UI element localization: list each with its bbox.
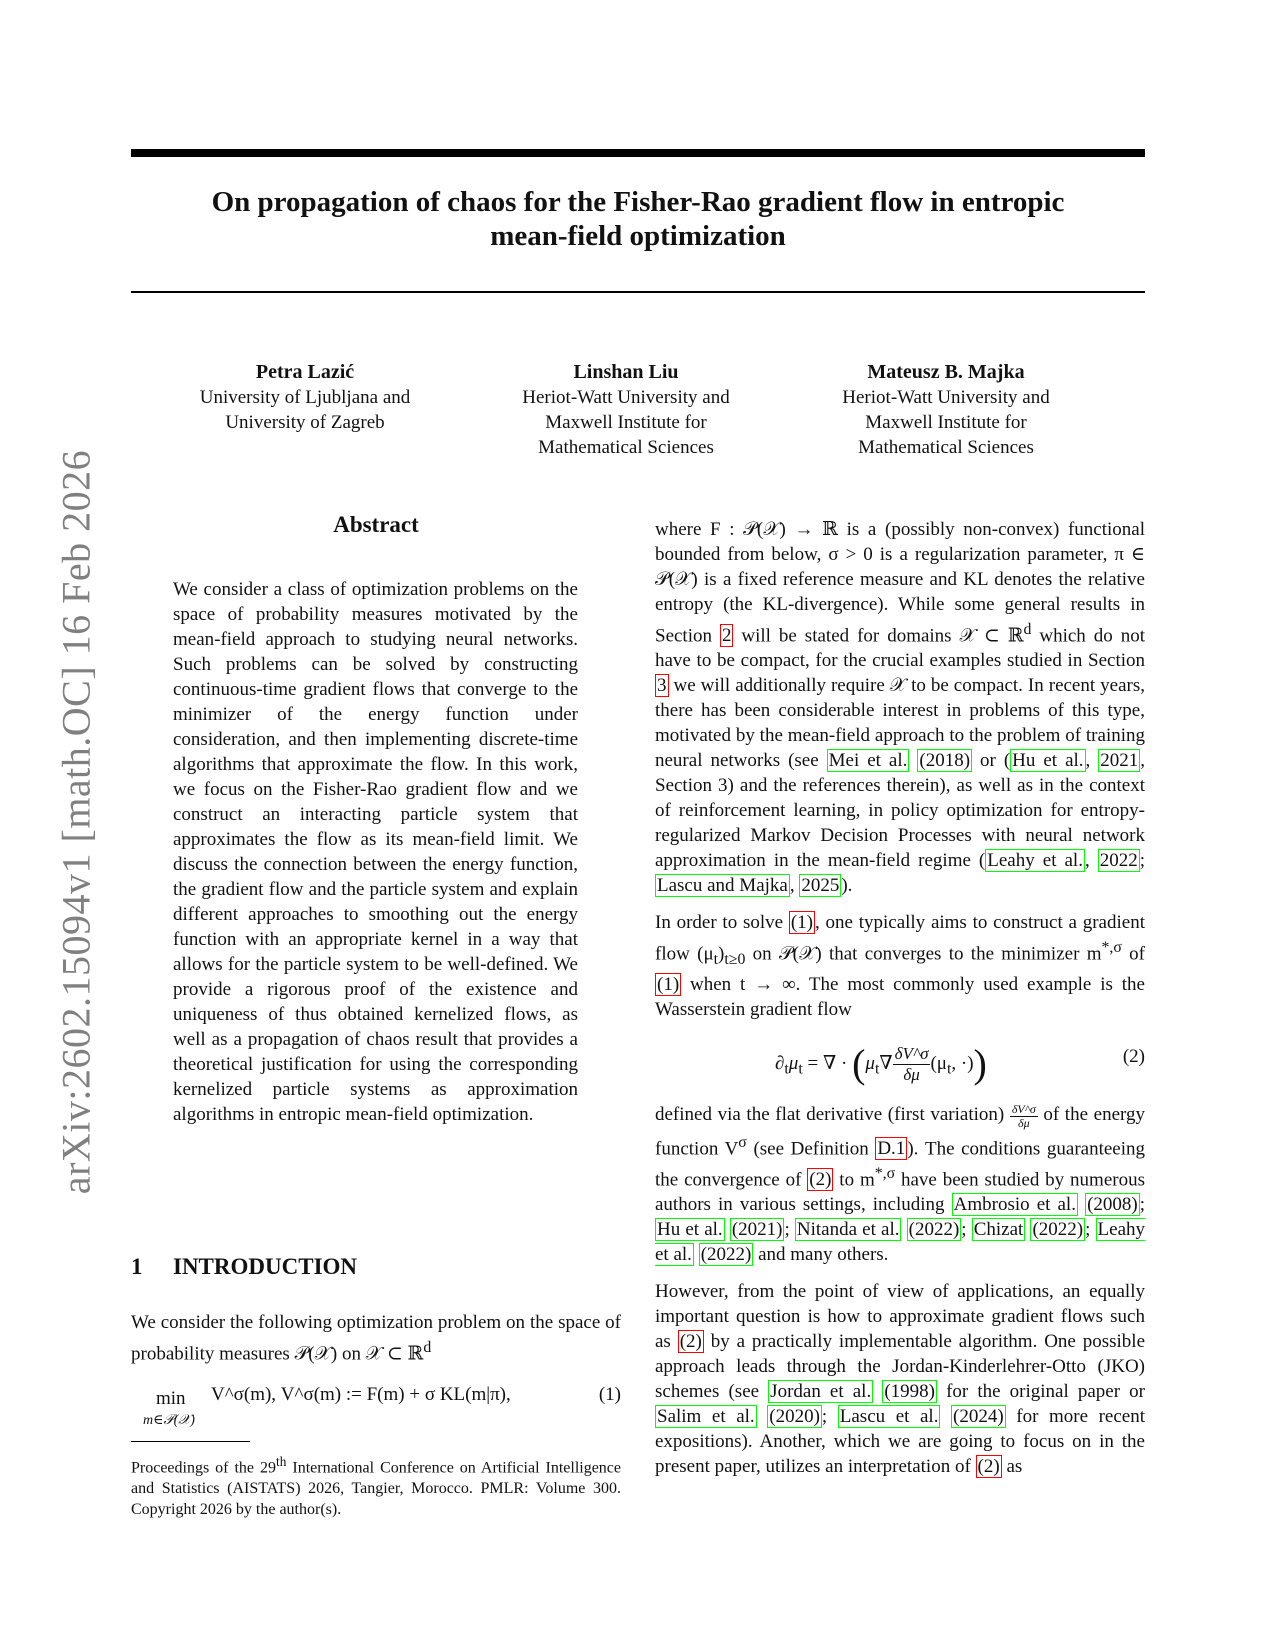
citation-year-link[interactable]: 2025 — [801, 875, 840, 897]
equation-ref-link[interactable]: (2) — [809, 1169, 832, 1191]
author-affiliation: Maxwell Institute for — [865, 412, 1027, 433]
citation-year-link[interactable]: (2020) — [769, 1406, 820, 1428]
eq2-fraction: $\frac{\delta V\^{}\sigma}{\delta\mu}$ — [894, 1044, 929, 1085]
author-affiliation: Maxwell Institute for — [545, 412, 707, 433]
abstract-heading: Abstract — [333, 512, 419, 537]
paper-title — [131, 185, 1145, 253]
citation-link[interactable]: Hu et al. — [1012, 750, 1084, 772]
footnote-text-cont: International Conference on Artificial Intelligence and Statistics (AISTATS) 2026, Tangier, Morocco. PMLR: Volume 300. Copyright 2026 by the author(s). — [131, 1459, 622, 1519]
citation-link[interactable]: Chizat — [973, 1219, 1024, 1241]
title-bottom-rule — [131, 291, 1145, 293]
section-ref-link[interactable]: 3 — [657, 675, 667, 697]
citation-year-link[interactable]: (2008) — [1087, 1194, 1138, 1216]
equation-ref-link[interactable]: (2) — [679, 1331, 702, 1353]
author-1 — [155, 360, 455, 435]
author-affiliation: Mathematical Sciences — [538, 437, 714, 458]
inline-fraction: $\frac{\delta V\^{}\sigma}{\delta\mu}$ — [1011, 1101, 1036, 1130]
equation-2 — [655, 1026, 1145, 1092]
footnote — [131, 1451, 621, 1520]
author-name: Petra Lazić — [255, 361, 355, 383]
eq1-body: V^σ(m), V^σ(m) := F(m) + σ KL(m|π), — [211, 1384, 511, 1405]
citation-year-link[interactable]: (2024) — [953, 1406, 1004, 1428]
section-ref-link[interactable]: 2 — [721, 625, 732, 647]
citation-link[interactable]: Ambrosio et al. — [953, 1194, 1076, 1216]
author-name: Linshan Liu — [573, 361, 679, 383]
eq2-body: $\partial_t\mu_t$ = ∇ · ($\mu_t\nabla$ $\frac{\delta V\^{}\sigma}{\delta\mu}$ ($\mu_t$, ·)) — [775, 1041, 987, 1087]
equation-1 — [131, 1384, 621, 1434]
equation-ref-link[interactable]: (1) — [790, 912, 813, 934]
title-line-2: mean-field optimization — [490, 220, 786, 252]
citation-year-link[interactable]: 2021 — [1100, 750, 1139, 772]
right-paragraph-3: defined via the flat derivative (first variation) $\frac{\delta V\^{}\sigma}{\delta\mu}$ of the energy function $V^\sigma$ (see Definition D.1 ). The conditions guaranteeing the convergence of (2) to $m^{*,\sigma}$ have been studied by numerous authors in various settings, including Ambrosio et al. (2008) ; Hu et al. (2021) ; Nitanda et al. (2022) ; Chizat (2022) ; Leahy et al. (2022) and many others. — [655, 1101, 1146, 1266]
eq2-tag: (2) — [1122, 1046, 1145, 1068]
intro-text: We consider the following optimization problem on the space of probability measures 𝒫(𝒳) on 𝒳 ⊂ ℝ — [131, 1312, 621, 1365]
right-paragraph-1: where F : 𝒫(𝒳) → ℝ is a (possibly non-convex) functional bounded from below, σ > 0 is a regularization parameter, π ∈ 𝒫(𝒳) is a fixed reference measure and KL denotes the relative entropy (the KL-divergence). While some general results in Section 2 will be stated for domains 𝒳 ⊂ ℝ$^d$ which do not have to be compact, for the crucial examples studied in Section 3 we will additionally require 𝒳 to be compact. In recent years, there has been considerable interest in problems of this type, motivated by the mean-field approach to the problem of training neural networks (see Mei et al. (2018) or ( Hu et al. , 2021 , Section 3) and the references therein), as well as in the context of reinforcement learning, in policy optimization for entropy-regularized Markov Decision Processes with neural network approximation in the mean-field regime ( Leahy et al. , 2022 ; Lascu and Majka , 2025 ). — [655, 519, 1146, 897]
citation-year-link[interactable]: (2018) — [919, 750, 971, 772]
author-2 — [476, 360, 776, 460]
section-title: INTRODUCTION — [173, 1254, 358, 1279]
equation-ref-link[interactable]: (1) — [657, 974, 680, 996]
author-affiliation: Heriot-Watt University and — [842, 387, 1050, 408]
citation-year-link[interactable]: (1998) — [884, 1381, 935, 1403]
right-paragraph-2: In order to solve (1) , one typically aims to construct a gradient flow $(\mu_t)_{t\ge 0}$ on 𝒫(𝒳) that converges to the minimizer $m^{*,\sigma}$ of (1) when t → ∞. The most commonly used example is the Wasserstein gradient flow — [655, 912, 1145, 1021]
eq1-subscript: m∈𝒫(𝒳) — [143, 1413, 195, 1428]
author-affiliation: University of Ljubljana and — [199, 387, 411, 408]
section-heading — [131, 1254, 621, 1280]
author-affiliation: Mathematical Sciences — [858, 437, 1034, 458]
right-paragraph-4: However, from the point of view of applications, an equally important question is how to approximate gradient flows such as (2) by a practically implementable algorithm. One possible approach leads through the Jordan-Kinderlehrer-Otto (JKO) schemes (see Jordan et al. (1998) for the original paper or Salim et al. (2020) ; Lascu et al. (2024) for more recent expositions). Another, which we are going to focus on in the present paper, utilizes an interpretation of (2) as — [655, 1281, 1146, 1478]
author-3 — [796, 360, 1096, 460]
author-affiliation: Heriot-Watt University and — [522, 387, 730, 408]
citation-link[interactable]: Salim et al. — [657, 1406, 755, 1428]
right-column — [655, 517, 1145, 1491]
intro-superscript: d — [423, 1339, 432, 1356]
citation-link[interactable]: Leahy et al. — [655, 1219, 1146, 1266]
citation-link[interactable]: Jordan et al. — [770, 1381, 872, 1403]
citation-year-link[interactable]: (2022) — [1032, 1219, 1084, 1241]
intro-paragraph — [131, 1310, 621, 1378]
eq1-tag: (1) — [598, 1384, 621, 1405]
citation-link[interactable]: Hu et al. — [657, 1219, 723, 1241]
title-top-rule — [131, 149, 1145, 157]
author-name: Mateusz B. Majka — [867, 361, 1025, 383]
citation-link[interactable]: Lascu et al. — [839, 1406, 939, 1428]
section-number: 1 — [131, 1254, 143, 1279]
title-line-1: On propagation of chaos for the Fisher-Rao gradient flow in entropic — [211, 186, 1065, 218]
footnote-rule — [131, 1441, 250, 1442]
author-affiliation: University of Zagreb — [225, 412, 385, 433]
abstract-body — [173, 577, 578, 1139]
arxiv-stamp: arXiv:2602.15094v1 [math.OC] 16 Feb 2026 — [53, 449, 99, 1195]
eq1-min: min — [156, 1388, 186, 1409]
equation-ref-link[interactable]: (2) — [977, 1456, 1000, 1478]
citation-link[interactable]: Lascu and Majka — [657, 875, 788, 897]
footnote-text: Proceedings of the 29 — [131, 1459, 277, 1477]
citation-year-link[interactable]: 2022 — [1099, 850, 1138, 872]
definition-ref-link[interactable]: D.1 — [877, 1137, 906, 1159]
footnote-superscript: th — [276, 1454, 287, 1469]
citation-year-link[interactable]: (2022) — [700, 1244, 752, 1266]
citation-year-link[interactable]: (2022) — [908, 1219, 960, 1241]
citation-link[interactable]: Nitanda et al. — [796, 1219, 900, 1241]
citation-link[interactable]: Mei et al. — [828, 750, 908, 772]
citation-year-link[interactable]: (2021) — [731, 1219, 783, 1241]
citation-link[interactable]: Leahy et al. — [987, 850, 1083, 872]
abstract-text: We consider a class of optimization problems on the space of probability measures motivated by the mean-field approach to studying neural networks. Such problems can be solved by constructing continuous-time gradient flows that converge to the minimizer of the energy function under consideration, and then implementing discrete-time algorithms that approximate the flow. In this work, we focus on the Fisher-Rao gradient flow and we construct an interacting particle system that approximates the flow as its mean-field limit. We discuss the connection between the energy function, the gradient flow and the particle system and explain different approaches to smoothing out the energy function with an appropriate kernel in a way that allows for the particle system to be well-defined. We provide a rigorous proof of the existence and uniqueness of thus obtained kernelized flows, as well as a propagation of chaos result that provides a theoretical justification for using the corresponding kernelized particle systems as approximation algorithms in entropic mean-field optimization. — [173, 579, 578, 1125]
